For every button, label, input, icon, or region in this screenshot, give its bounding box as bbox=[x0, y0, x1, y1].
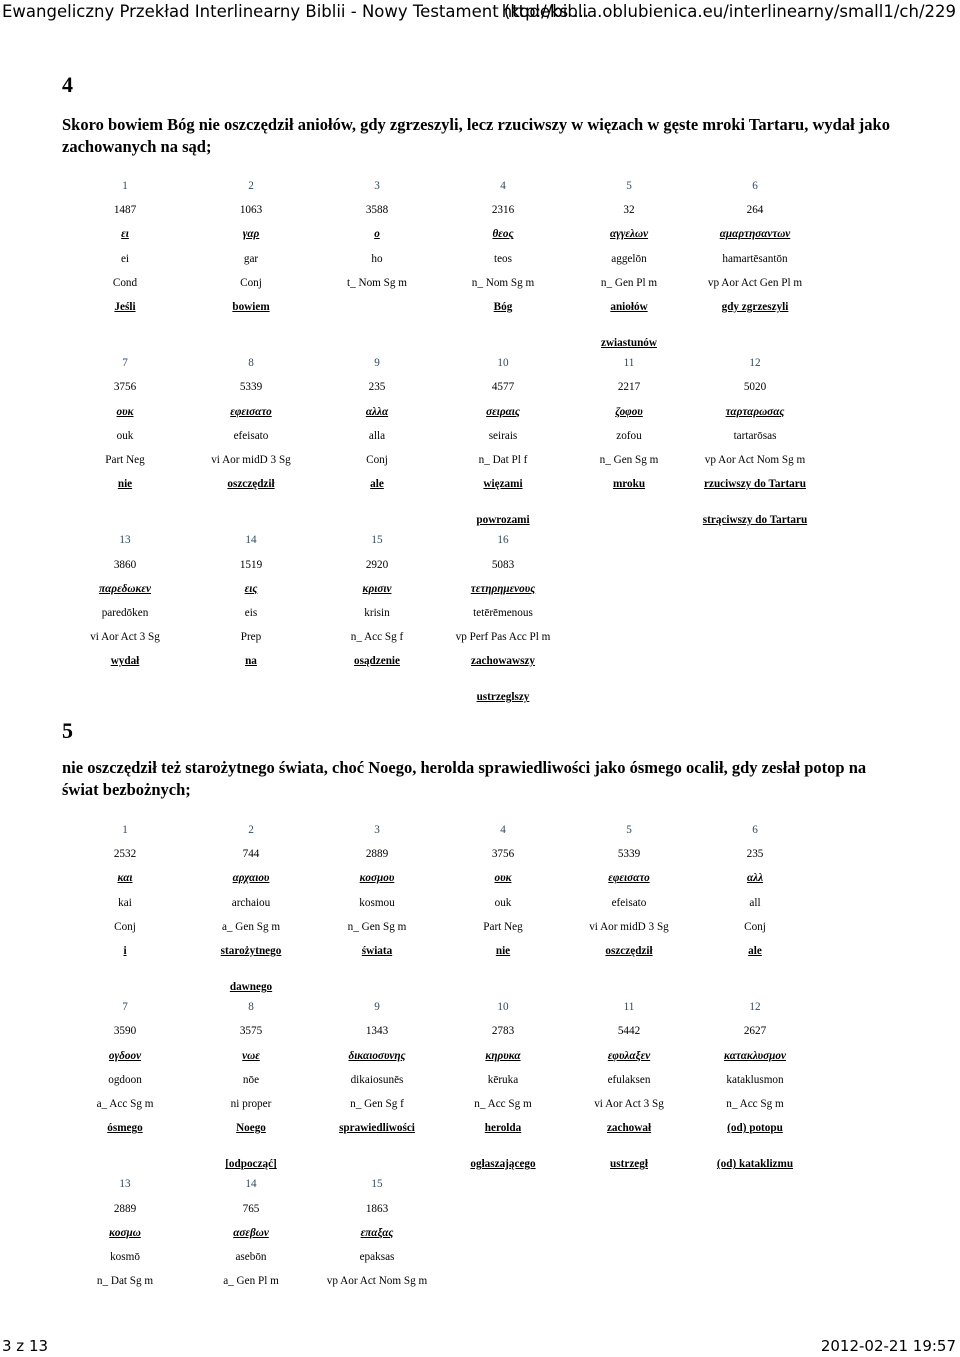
transliteration: kataklusmon bbox=[726, 1073, 784, 1086]
word-number: 14 bbox=[245, 1178, 257, 1191]
transliteration: tetērēmenous bbox=[473, 606, 533, 619]
strong-number: 5442 bbox=[617, 1025, 641, 1038]
greek-word[interactable]: παρεδωκεν bbox=[99, 582, 151, 595]
strong-number: 2783 bbox=[491, 1025, 515, 1038]
transliteration: hamartēsantōn bbox=[722, 252, 788, 265]
greek-word[interactable]: ο bbox=[374, 228, 380, 241]
greek-word-row bbox=[62, 400, 818, 424]
polish-translation[interactable]: gdy zgrzeszyli bbox=[721, 301, 789, 314]
strong-number: 3588 bbox=[365, 204, 389, 217]
polish-translation[interactable]: świata bbox=[361, 945, 393, 958]
greek-word[interactable]: ει bbox=[121, 228, 129, 241]
transliteration: seirais bbox=[488, 429, 518, 442]
word-number: 11 bbox=[623, 1001, 635, 1014]
transliteration-row bbox=[62, 891, 818, 915]
strong-number: 2627 bbox=[743, 1025, 767, 1038]
word-number: 1 bbox=[122, 180, 128, 193]
alternate-translation-row bbox=[62, 496, 818, 528]
morphology: vp Perf Pas Acc Pl m bbox=[455, 631, 551, 644]
transliteration: ei bbox=[120, 252, 130, 265]
polish-translation[interactable]: rzuciwszy do Tartaru bbox=[704, 478, 806, 491]
word-number: 14 bbox=[245, 534, 257, 547]
word-number-row bbox=[62, 174, 818, 198]
greek-word[interactable]: επαξας bbox=[360, 1226, 394, 1239]
morphology: n_ Nom Sg m bbox=[471, 276, 535, 289]
morphology: Conj bbox=[744, 920, 766, 933]
greek-word[interactable]: αλλα bbox=[365, 405, 389, 418]
page-header bbox=[2, 2, 956, 26]
greek-word[interactable]: κοσμου bbox=[359, 872, 395, 885]
word-number-row bbox=[62, 818, 818, 842]
strong-number: 235 bbox=[368, 381, 386, 394]
strong-number-row bbox=[62, 198, 818, 222]
greek-word-row bbox=[62, 577, 818, 601]
morphology: a_ Gen Sg m bbox=[221, 920, 281, 933]
word-number: 5 bbox=[626, 180, 632, 193]
greek-word-row bbox=[62, 222, 818, 246]
greek-word[interactable]: θεος bbox=[492, 228, 514, 241]
morphology-row bbox=[62, 448, 818, 472]
morphology: ni proper bbox=[230, 1097, 272, 1110]
word-number: 5 bbox=[626, 824, 632, 837]
greek-word[interactable]: τετηρημενους bbox=[470, 582, 536, 595]
transliteration: ouk bbox=[494, 896, 512, 909]
greek-word[interactable]: ασεβων bbox=[233, 1226, 269, 1239]
word-number: 2 bbox=[248, 824, 254, 837]
transliteration: kosmou bbox=[359, 896, 395, 909]
word-number: 9 bbox=[374, 357, 380, 370]
strong-number: 1063 bbox=[239, 204, 263, 217]
transliteration-row bbox=[62, 1068, 818, 1092]
greek-word[interactable]: αμαρτησαντων bbox=[719, 228, 791, 241]
morphology: Part Neg bbox=[483, 920, 523, 933]
greek-word[interactable]: κοσμω bbox=[109, 1226, 141, 1239]
word-number: 7 bbox=[122, 1001, 128, 1014]
polish-translation[interactable]: Jeśli bbox=[114, 301, 136, 314]
word-number: 3 bbox=[374, 180, 380, 193]
polish-translation[interactable]: Noego bbox=[236, 1122, 266, 1135]
morphology: n_ Acc Sg m bbox=[474, 1097, 532, 1110]
strong-number-row bbox=[62, 552, 818, 576]
polish-translation[interactable]: zachował bbox=[606, 1122, 652, 1135]
strong-number: 5339 bbox=[239, 381, 263, 394]
polish-translation[interactable]: ale bbox=[370, 478, 384, 491]
word-number: 7 bbox=[122, 357, 128, 370]
transliteration: kēruka bbox=[487, 1073, 519, 1086]
morphology-row bbox=[62, 625, 818, 649]
page-url[interactable]: http://biblia.oblubienica.eu/interlinearny/small1/ch/229 bbox=[501, 2, 956, 21]
page-counter: 3 z 13 bbox=[2, 1337, 49, 1355]
alternate-translation[interactable]: powrozami bbox=[476, 514, 530, 527]
transliteration: efulaksen bbox=[607, 1073, 651, 1086]
alternate-translation[interactable]: [odpocząć] bbox=[225, 1158, 277, 1171]
strong-number-row bbox=[62, 842, 818, 866]
word-number: 6 bbox=[752, 824, 758, 837]
word-number: 3 bbox=[374, 824, 380, 837]
transliteration: dikaiosunēs bbox=[350, 1073, 404, 1086]
strong-number: 2920 bbox=[365, 558, 389, 571]
word-number: 4 bbox=[500, 180, 506, 193]
polish-translation[interactable]: na bbox=[245, 655, 257, 668]
greek-word-row bbox=[62, 866, 818, 890]
greek-word[interactable]: εφυλαξεν bbox=[607, 1049, 651, 1062]
polish-translation[interactable]: herolda bbox=[484, 1122, 522, 1135]
strong-number: 5083 bbox=[491, 558, 515, 571]
transliteration: krisin bbox=[364, 606, 390, 619]
transliteration: alla bbox=[368, 429, 386, 442]
morphology: vi Aor midD 3 Sg bbox=[211, 453, 291, 466]
greek-word[interactable]: αγγελων bbox=[609, 228, 649, 241]
alternate-translation[interactable]: dawnego bbox=[229, 981, 273, 994]
strong-number: 4577 bbox=[491, 381, 515, 394]
greek-word[interactable]: κατακλυσμον bbox=[724, 1049, 786, 1062]
polish-translation[interactable]: ósmego bbox=[107, 1122, 143, 1135]
alternate-translation[interactable]: ustrzegł bbox=[610, 1158, 648, 1171]
greek-word[interactable]: κηρυκα bbox=[485, 1049, 521, 1062]
transliteration: ogdoon bbox=[108, 1073, 142, 1086]
word-number: 16 bbox=[497, 534, 509, 547]
morphology: n_ Gen Pl m bbox=[600, 276, 658, 289]
morphology: Part Neg bbox=[105, 453, 145, 466]
strong-number: 3590 bbox=[113, 1025, 137, 1038]
verse-4-interlinear bbox=[62, 174, 818, 705]
transliteration: tartarōsas bbox=[733, 429, 777, 442]
strong-number: 2889 bbox=[113, 1202, 137, 1215]
strong-number-row bbox=[62, 375, 818, 399]
morphology-row bbox=[62, 1269, 818, 1293]
strong-number: 2889 bbox=[365, 848, 389, 861]
polish-translation[interactable]: wydał bbox=[110, 655, 140, 668]
word-group bbox=[62, 818, 818, 995]
morphology: n_ Gen Sg m bbox=[599, 453, 659, 466]
morphology: a_ Gen Pl m bbox=[223, 1275, 279, 1288]
polish-translation[interactable]: Bóg bbox=[493, 301, 513, 314]
transliteration: asebōn bbox=[235, 1250, 267, 1263]
greek-word[interactable]: αλλ bbox=[746, 872, 764, 885]
morphology-row bbox=[62, 1092, 818, 1116]
transliteration-row bbox=[62, 247, 818, 271]
greek-word[interactable]: εφεισατο bbox=[230, 405, 272, 418]
morphology: vi Aor midD 3 Sg bbox=[589, 920, 669, 933]
page-footer bbox=[2, 1333, 956, 1355]
transliteration: ouk bbox=[116, 429, 134, 442]
morphology: vp Aor Act Nom Sg m bbox=[704, 453, 806, 466]
morphology: Cond bbox=[112, 276, 138, 289]
transliteration: nōe bbox=[242, 1073, 260, 1086]
word-group bbox=[62, 528, 818, 705]
strong-number: 2532 bbox=[113, 848, 137, 861]
greek-word[interactable]: ογδοον bbox=[108, 1049, 142, 1062]
greek-word[interactable]: ουκ bbox=[494, 872, 512, 885]
strong-number: 235 bbox=[746, 848, 764, 861]
verse-5-number: 5 bbox=[62, 718, 73, 743]
polish-translation[interactable]: bowiem bbox=[232, 301, 270, 314]
word-number: 11 bbox=[623, 357, 635, 370]
word-group bbox=[62, 995, 818, 1172]
greek-word[interactable]: νωε bbox=[242, 1049, 260, 1062]
polish-translation[interactable]: osądzenie bbox=[354, 655, 400, 668]
strong-number-row bbox=[62, 1019, 818, 1043]
word-number: 8 bbox=[248, 357, 254, 370]
transliteration: gar bbox=[243, 252, 259, 265]
morphology: vi Aor Act 3 Sg bbox=[90, 631, 160, 644]
alternate-translation[interactable]: ustrzeglszy bbox=[476, 691, 530, 704]
strong-number: 1519 bbox=[239, 558, 263, 571]
word-number: 12 bbox=[749, 357, 761, 370]
greek-word[interactable]: κρισιν bbox=[362, 582, 392, 595]
word-group bbox=[62, 174, 818, 351]
transliteration: archaiou bbox=[231, 896, 271, 909]
strong-number: 1343 bbox=[365, 1025, 389, 1038]
verse-5-interlinear bbox=[62, 818, 818, 1293]
morphology: vi Aor Act 3 Sg bbox=[594, 1097, 664, 1110]
transliteration: efeisato bbox=[233, 429, 269, 442]
verse-4-text: Skoro bowiem Bóg nie oszczędził aniołów, gdy zgrzeszyli, lecz rzuciwszy w więzach w gęste mroki Tartaru, wydał jako zachowanych na sąd; bbox=[62, 115, 890, 156]
polish-translation[interactable]: aniołów bbox=[610, 301, 648, 314]
morphology: n_ Gen Sg f bbox=[350, 1097, 404, 1110]
morphology: t_ Nom Sg m bbox=[347, 276, 407, 289]
strong-number: 3575 bbox=[239, 1025, 263, 1038]
polish-translation[interactable]: zachowawszy bbox=[470, 655, 535, 668]
transliteration: ho bbox=[371, 252, 383, 265]
polish-translation[interactable]: sprawiedliwości bbox=[339, 1122, 415, 1135]
word-number-row bbox=[62, 1172, 818, 1196]
morphology-row bbox=[62, 271, 818, 295]
polish-translation[interactable]: oszczędził bbox=[227, 478, 275, 491]
greek-word-row bbox=[62, 1221, 818, 1245]
word-group bbox=[62, 1172, 818, 1293]
greek-word[interactable]: αρχαιου bbox=[232, 872, 270, 885]
strong-number: 765 bbox=[242, 1202, 260, 1215]
transliteration: aggelōn bbox=[611, 252, 647, 265]
morphology-row bbox=[62, 915, 818, 939]
morphology: vp Aor Act Nom Sg m bbox=[326, 1275, 428, 1288]
greek-word[interactable]: εις bbox=[244, 582, 258, 595]
word-number: 15 bbox=[371, 1178, 383, 1191]
strong-number: 3756 bbox=[113, 381, 137, 394]
transliteration: efeisato bbox=[611, 896, 647, 909]
word-number-row bbox=[62, 528, 818, 552]
word-number: 1 bbox=[122, 824, 128, 837]
morphology: Conj bbox=[240, 276, 262, 289]
verse-5-text: nie oszczędził też starożytnego świata, choć Noego, herolda sprawiedliwości jako ósmego ocalił, gdy zesłał potop na świat bezbożnych; bbox=[62, 758, 867, 799]
transliteration: paredōken bbox=[101, 606, 149, 619]
document-title: Ewangeliczny Przekład Interlinearny Biblii - Nowy Testament (kodeks ... bbox=[2, 2, 590, 21]
alternate-translation-row bbox=[62, 1140, 818, 1172]
polish-translation[interactable]: nie bbox=[495, 945, 511, 958]
word-number: 15 bbox=[371, 534, 383, 547]
word-number: 9 bbox=[374, 1001, 380, 1014]
morphology: n_ Gen Sg m bbox=[347, 920, 407, 933]
strong-number: 1863 bbox=[365, 1202, 389, 1215]
alternate-translation-row bbox=[62, 319, 818, 351]
alternate-translation[interactable]: strąciwszy do Tartaru bbox=[702, 514, 808, 527]
polish-translation-row bbox=[62, 939, 818, 963]
word-number-row bbox=[62, 351, 818, 375]
morphology: Prep bbox=[240, 631, 262, 644]
transliteration-row bbox=[62, 424, 818, 448]
morphology: n_ Dat Pl f bbox=[478, 453, 528, 466]
transliteration-row bbox=[62, 601, 818, 625]
greek-word[interactable]: εφεισατο bbox=[608, 872, 650, 885]
word-number: 10 bbox=[497, 1001, 509, 1014]
polish-translation[interactable]: oszczędził bbox=[605, 945, 653, 958]
word-number: 13 bbox=[119, 1178, 131, 1191]
transliteration: all bbox=[749, 896, 761, 909]
transliteration: kosmō bbox=[110, 1250, 140, 1263]
strong-number: 2217 bbox=[617, 381, 641, 394]
polish-translation[interactable]: i bbox=[123, 945, 127, 958]
polish-translation-row bbox=[62, 472, 818, 496]
word-number: 13 bbox=[119, 534, 131, 547]
word-number: 12 bbox=[749, 1001, 761, 1014]
polish-translation[interactable]: więzami bbox=[483, 478, 523, 491]
transliteration: epaksas bbox=[359, 1250, 395, 1263]
polish-translation-row bbox=[62, 1116, 818, 1140]
greek-word[interactable]: ουκ bbox=[116, 405, 134, 418]
strong-number: 3756 bbox=[491, 848, 515, 861]
morphology: n_ Dat Sg m bbox=[96, 1275, 154, 1288]
strong-number-row bbox=[62, 1196, 818, 1220]
strong-number: 5020 bbox=[743, 381, 767, 394]
polish-translation-row bbox=[62, 649, 818, 673]
greek-word[interactable]: ταρταρωσας bbox=[725, 405, 785, 418]
morphology: Conj bbox=[114, 920, 136, 933]
polish-translation[interactable]: mroku bbox=[612, 478, 646, 491]
greek-word[interactable]: δικαιοσυνης bbox=[348, 1049, 406, 1062]
alternate-translation-row bbox=[62, 673, 818, 705]
print-datetime: 2012-02-21 19:57 bbox=[820, 1337, 956, 1355]
word-group bbox=[62, 351, 818, 528]
strong-number: 3860 bbox=[113, 558, 137, 571]
greek-word[interactable]: γαρ bbox=[242, 228, 260, 241]
word-number: 8 bbox=[248, 1001, 254, 1014]
polish-translation-row bbox=[62, 295, 818, 319]
polish-translation[interactable]: ale bbox=[748, 945, 762, 958]
greek-word[interactable]: και bbox=[117, 872, 133, 885]
strong-number: 32 bbox=[623, 204, 635, 217]
polish-translation[interactable]: (od) potopu bbox=[727, 1122, 783, 1135]
strong-number: 5339 bbox=[617, 848, 641, 861]
word-number: 10 bbox=[497, 357, 509, 370]
morphology: vp Aor Act Gen Pl m bbox=[707, 276, 803, 289]
transliteration: zofou bbox=[616, 429, 642, 442]
morphology: Conj bbox=[366, 453, 388, 466]
verse-4-number: 4 bbox=[62, 72, 73, 97]
morphology: n_ Acc Sg m bbox=[726, 1097, 784, 1110]
morphology: n_ Acc Sg f bbox=[350, 631, 404, 644]
polish-translation[interactable]: nie bbox=[117, 478, 133, 491]
word-number: 6 bbox=[752, 180, 758, 193]
alternate-translation[interactable]: zwiastunów bbox=[601, 337, 657, 350]
morphology: a_ Acc Sg m bbox=[96, 1097, 154, 1110]
transliteration-row bbox=[62, 1245, 818, 1269]
polish-translation[interactable]: starożytnego bbox=[220, 945, 282, 958]
strong-number: 2316 bbox=[491, 204, 515, 217]
transliteration: kai bbox=[118, 896, 132, 909]
transliteration: teos bbox=[493, 252, 513, 265]
alternate-translation[interactable]: ogłaszającego bbox=[470, 1158, 536, 1171]
greek-word-row bbox=[62, 1044, 818, 1068]
word-number: 2 bbox=[248, 180, 254, 193]
strong-number: 264 bbox=[746, 204, 764, 217]
transliteration: eis bbox=[244, 606, 258, 619]
strong-number: 744 bbox=[242, 848, 260, 861]
word-number: 4 bbox=[500, 824, 506, 837]
alternate-translation-row bbox=[62, 963, 818, 995]
greek-word[interactable]: σειραις bbox=[486, 405, 520, 418]
alternate-translation[interactable]: (od) kataklizmu bbox=[716, 1158, 794, 1171]
word-number-row bbox=[62, 995, 818, 1019]
greek-word[interactable]: ζοφου bbox=[615, 405, 643, 418]
strong-number: 1487 bbox=[113, 204, 137, 217]
